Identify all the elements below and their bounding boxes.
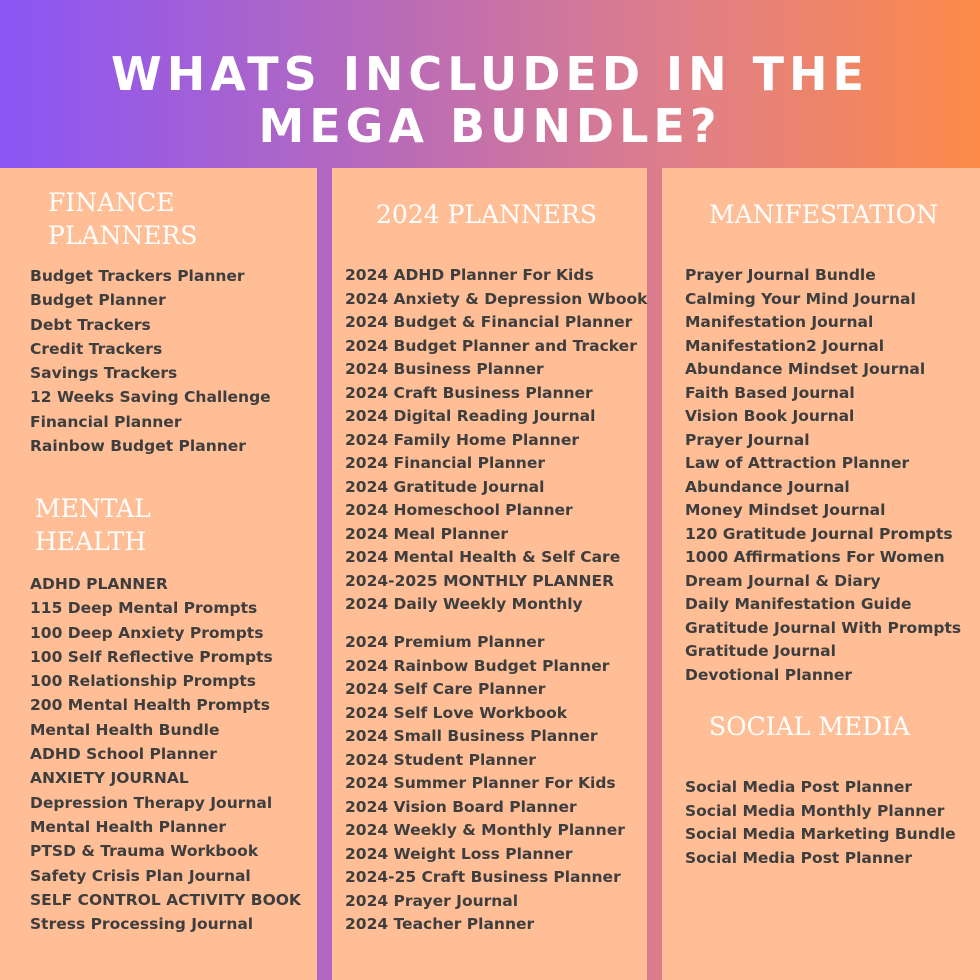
list-item: Mental Health Bundle — [30, 720, 220, 739]
list-item: 2024 Rainbow Budget Planner — [345, 656, 610, 675]
list-item: Social Media Monthly Planner — [685, 801, 945, 820]
list-item: 115 Deep Mental Prompts — [30, 599, 258, 618]
list-item: Debt Trackers — [30, 315, 151, 334]
list-item: Abundance Journal — [685, 477, 850, 496]
list-item: 100 Self Reflective Prompts — [30, 647, 273, 666]
list-item: ANXIETY JOURNAL — [30, 769, 189, 788]
list-item: 200 Mental Health Prompts — [30, 696, 270, 715]
list-item: Faith Based Journal — [685, 383, 855, 402]
page-title — [0, 48, 980, 152]
mental-heading: MENTAL HEALTH — [35, 494, 151, 556]
list-item: Manifestation Journal — [685, 313, 874, 331]
list-item: SELF CONTROL ACTIVITY BOOK — [30, 890, 301, 909]
list-item: 2024 ADHD Planner For Kids — [345, 266, 594, 284]
list-item: 2024 Daily Weekly Monthly — [345, 595, 583, 613]
list-item: 2024 Self Care Planner — [345, 680, 546, 698]
list-item: 2024 Budget & Financial Planner — [345, 313, 633, 331]
list-item: Depression Therapy Journal — [30, 793, 273, 812]
list-item: 2024 Teacher Planner — [345, 915, 535, 933]
list-item: Daily Manifestation Guide — [685, 595, 912, 613]
list-item: 12 Weeks Saving Challenge — [30, 388, 271, 407]
list-item: Dream Journal & Diary — [685, 571, 881, 590]
column-finance-mental — [0, 168, 317, 980]
column-2024-planners — [332, 168, 647, 980]
list-item: Social Media Marketing Bundle — [685, 825, 956, 843]
list-item: 2024 Craft Business Planner — [345, 383, 593, 402]
list-item: 2024 Family Home Planner — [345, 430, 579, 449]
list-item: 2024 Business Planner — [345, 360, 544, 378]
list-item: 2024 Budget Planner and Tracker — [345, 336, 637, 355]
list-item: PTSD & Trauma Workbook — [30, 842, 259, 861]
list-item: Budget Planner — [30, 291, 166, 310]
list-item: Devotional Planner — [685, 665, 853, 684]
list-item: 1000 Affirmations For Women — [685, 548, 945, 566]
list-item: Rainbow Budget Planner — [30, 437, 246, 456]
list-item: 2024 Mental Health & Self Care — [345, 548, 621, 566]
list-item: Gratitude Journal With Prompts — [685, 618, 962, 637]
title-line-1: WHATS INCLUDED IN THE — [111, 47, 869, 101]
list-item: ADHD PLANNER — [30, 575, 168, 593]
list-item: 2024 Gratitude Journal — [345, 477, 545, 496]
list-item: 2024 Small Business Planner — [345, 727, 598, 745]
social-list — [685, 776, 956, 870]
list-item: 2024 Vision Board Planner — [345, 797, 577, 816]
list-item: 2024-2025 MONTHLY PLANNER — [345, 571, 615, 590]
manifestation-list — [685, 264, 961, 687]
list-item: 100 Relationship Prompts — [30, 672, 256, 691]
list-item: ADHD School Planner — [30, 745, 217, 764]
list-item: 100 Deep Anxiety Prompts — [30, 623, 264, 642]
list-item: 2024 Prayer Journal — [345, 891, 519, 910]
list-item: 2024 Self Love Workbook — [345, 703, 568, 722]
list-item: Budget Trackers Planner — [30, 267, 245, 285]
list-item: Prayer Journal — [685, 430, 810, 449]
list-item: Vision Book Journal — [685, 407, 855, 425]
list-item: Savings Trackers — [30, 364, 178, 383]
finance-heading: FINANCE PLANNERS — [48, 188, 198, 250]
list-item: Stress Processing Journal — [30, 915, 254, 934]
title-line-2: MEGA BUNDLE? — [258, 99, 722, 153]
list-item: Calming Your Mind Journal — [685, 289, 916, 308]
manifestation-heading: MANIFESTATION — [709, 200, 939, 229]
list-item: Safety Crisis Plan Journal — [30, 866, 251, 885]
list-item: Social Media Post Planner — [685, 778, 913, 796]
list-item: 2024 Student Planner — [345, 750, 536, 769]
mental-list — [30, 572, 301, 936]
list-item: Law of Attraction Planner — [685, 454, 910, 472]
list-item: 2024 Homeschool Planner — [345, 501, 573, 519]
list-item: 2024 Financial Planner — [345, 454, 545, 472]
list-item: Manifestation2 Journal — [685, 336, 885, 355]
finance-list — [30, 264, 271, 458]
list-item: Mental Health Planner — [30, 817, 227, 836]
planners-list-a — [345, 264, 648, 617]
list-item: Credit Trackers — [30, 339, 163, 358]
planners-list-b — [345, 631, 625, 937]
list-item: 2024 Premium Planner — [345, 633, 545, 651]
list-item: 2024 Summer Planner For Kids — [345, 774, 616, 792]
list-item: Gratitude Journal — [685, 642, 836, 660]
list-item: 2024 Weight Loss Planner — [345, 844, 573, 863]
column-manifestation-social — [662, 168, 980, 980]
list-item: 2024 Weekly & Monthly Planner — [345, 821, 625, 839]
list-item: 2024 Meal Planner — [345, 524, 508, 543]
list-item: Social Media Post Planner — [685, 848, 913, 867]
list-item: 120 Gratitude Journal Prompts — [685, 524, 953, 543]
list-item: 2024 Digital Reading Journal — [345, 407, 596, 425]
list-item: Money Mindset Journal — [685, 501, 886, 519]
list-item: 2024-25 Craft Business Planner — [345, 868, 621, 886]
planners-heading: 2024 PLANNERS — [376, 200, 597, 229]
social-heading: SOCIAL MEDIA — [709, 712, 911, 741]
list-item: Abundance Mindset Journal — [685, 360, 926, 378]
list-item: 2024 Anxiety & Depression Wbook — [345, 289, 648, 308]
list-item: Financial Planner — [30, 412, 182, 431]
list-item: Prayer Journal Bundle — [685, 266, 876, 284]
